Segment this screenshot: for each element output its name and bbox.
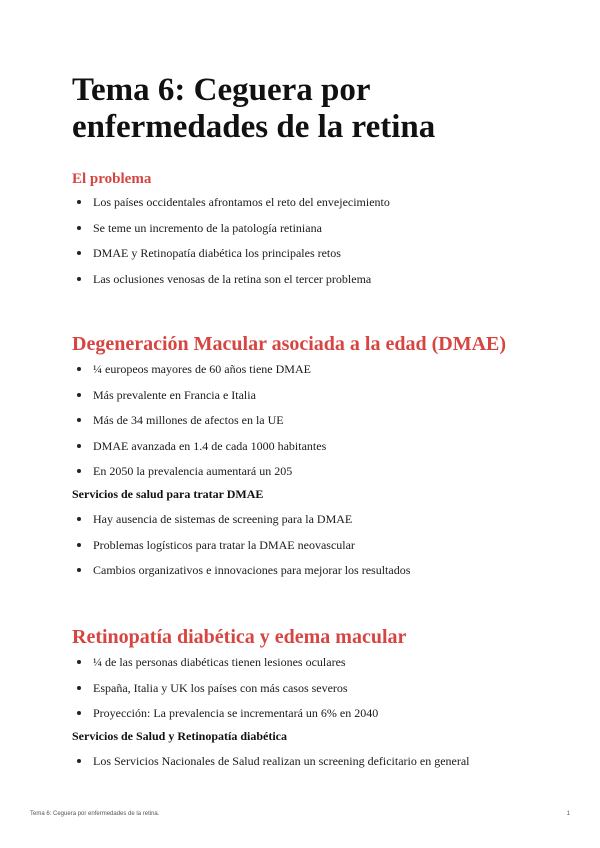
list-item — [72, 464, 542, 490]
section-heading: Degeneración Macular asociada a la edad (DMAE) — [72, 333, 507, 355]
bullet-icon — [77, 418, 81, 422]
bullet-icon — [77, 711, 81, 715]
bullet-icon — [77, 517, 81, 521]
list-item-text: En 2050 la prevalencia aumentará un 205 — [93, 464, 293, 479]
bullet-list — [72, 512, 542, 589]
bullet-icon — [77, 444, 81, 448]
bullet-list — [72, 655, 542, 732]
list-item — [72, 246, 542, 272]
subsection-heading: Servicios de Salud y Retinopatía diabética — [72, 728, 288, 743]
section-heading: Retinopatía diabética y edema macular — [72, 626, 407, 648]
list-item-text: Más prevalente en Francia e Italia — [93, 387, 256, 402]
list-item-text: Más de 34 millones de afectos en la UE — [93, 413, 284, 428]
bullet-list — [72, 362, 542, 490]
list-item-text: ¼ de las personas diabéticas tienen lesiones oculares — [93, 655, 346, 669]
section-retinopathy — [72, 625, 542, 779]
list-item-text: Los Servicios Nacionales de Salud realizan un screening deficitario en general — [93, 753, 470, 768]
subsection-heading: Servicios de salud para tratar DMAE — [72, 486, 264, 501]
list-item — [72, 362, 542, 388]
bullet-icon — [77, 686, 81, 690]
list-item-text: Se teme un incremento de la patología retiniana — [93, 220, 322, 235]
list-item-text: Proyección: La prevalencia se incrementará un 6% en 2040 — [93, 706, 379, 721]
list-item — [72, 681, 542, 707]
bullet-icon — [77, 393, 81, 397]
bullet-icon — [77, 277, 81, 281]
list-item-text: Hay ausencia de sistemas de screening para la DMAE — [93, 511, 353, 526]
list-item — [72, 563, 542, 589]
footer-text: Tema 6: Ceguera por enfermedades de la retina. — [30, 811, 160, 817]
list-item-text: Las oclusiones venosas de la retina son el tercer problema — [93, 271, 372, 286]
list-item — [72, 655, 542, 681]
bullet-icon — [77, 226, 81, 230]
list-item — [72, 221, 542, 247]
section-heading: El problema — [72, 171, 152, 187]
bullet-icon — [77, 759, 81, 763]
list-item — [72, 413, 542, 439]
list-item-text: DMAE y Retinopatía diabética los principales retos — [93, 246, 341, 261]
list-item — [72, 388, 542, 414]
bullet-icon — [77, 660, 81, 664]
bullet-icon — [77, 568, 81, 572]
bullet-icon — [77, 469, 81, 473]
list-item — [72, 538, 542, 564]
list-item — [72, 439, 542, 465]
list-item-text: Cambios organizativos e innovaciones para mejorar los resultados — [93, 563, 411, 578]
list-item — [72, 195, 542, 221]
page-number: 1 — [566, 811, 570, 817]
bullet-list — [72, 195, 542, 297]
list-item-text: ¼ europeos mayores de 60 años tiene DMAE — [93, 362, 311, 376]
list-item — [72, 754, 542, 780]
list-item-text: España, Italia y UK los países con más casos severos — [93, 680, 348, 695]
section-problem — [72, 170, 542, 297]
list-item-text: Problemas logísticos para tratar la DMAE neovascular — [93, 537, 355, 552]
bullet-icon — [77, 367, 81, 371]
bullet-list — [72, 754, 542, 780]
list-item — [72, 706, 542, 732]
list-item-text: DMAE avanzada en 1.4 de cada 1000 habitantes — [93, 438, 327, 453]
bullet-icon — [77, 200, 81, 204]
section-dmae — [72, 332, 542, 589]
list-item-text: Los países occidentales afrontamos el reto del envejecimiento — [93, 195, 390, 209]
list-item — [72, 512, 542, 538]
bullet-icon — [77, 543, 81, 547]
page-title: Tema 6: Ceguera por enfermedades de la retina — [72, 72, 436, 145]
bullet-icon — [77, 251, 81, 255]
list-item — [72, 272, 542, 298]
